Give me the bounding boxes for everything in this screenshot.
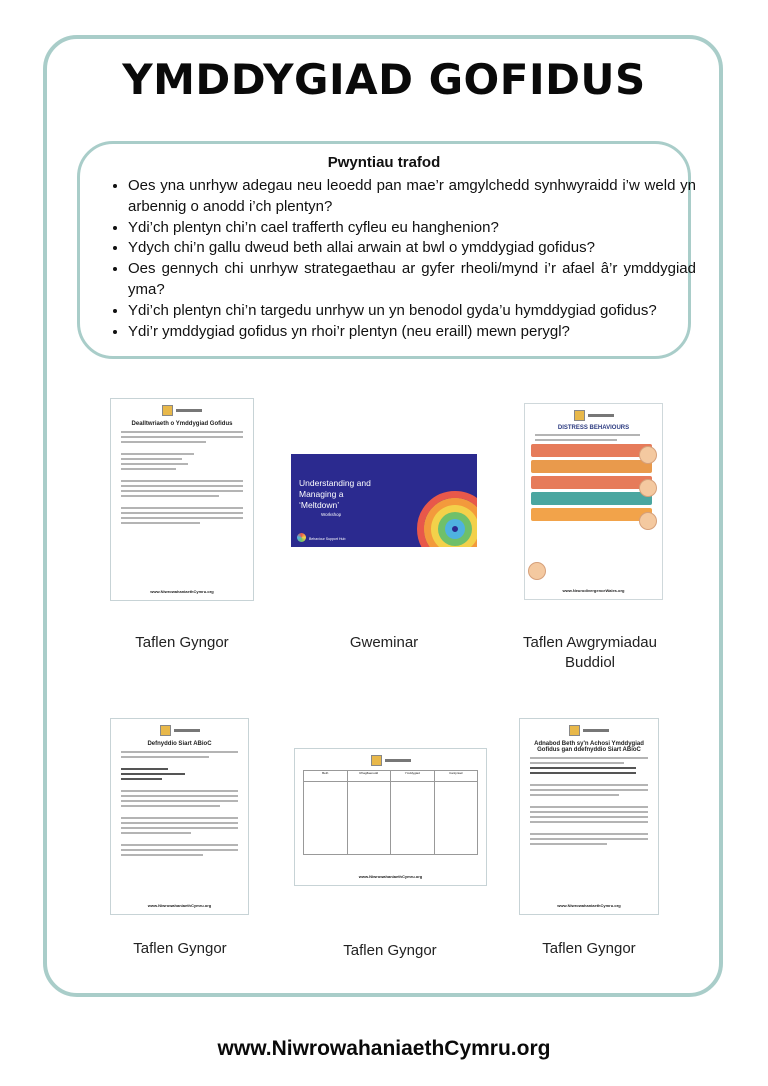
thumbnail-text: [111, 431, 253, 524]
tip-band: [531, 476, 652, 489]
thumbnail-footer: www.NiwrowahaniaethCymru.org: [150, 589, 214, 594]
resource-caption: Taflen Gyngor: [135, 634, 229, 651]
thumbnail-footer: www.NiwrowahaniaethCymru.org: [358, 874, 423, 879]
thumbnail-title: Dealltwriaeth o Ymddygiad Gofidus: [131, 421, 233, 427]
thumbnail-text: [520, 757, 658, 845]
resource-caption: Taflen Awgrymiadau Buddiol: [523, 634, 657, 671]
chart-table-header: [303, 770, 478, 782]
thumbnail-title: Defnyddio Siart ABioC: [147, 741, 212, 747]
logo: [520, 725, 658, 736]
discussion-point: • Ydi’r ymddygiad gofidus yn rhoi’r plentyn (neu eraill) mewn perygl?: [128, 322, 696, 343]
discussion-heading: Pwyntiau trafod: [327, 154, 441, 171]
thumbnail-footer: www.NiwrowahaniaethCymru.org: [147, 903, 212, 908]
resource-thumbnail-webinar[interactable]: [291, 454, 477, 547]
discussion-point: • Oes gennych chi unrhyw strategaethau ar gyfer rheoli/mynd i’r afael â’r ymddygiad yma?: [128, 259, 696, 301]
resource-caption: Taflen Gyngor: [133, 940, 227, 957]
webinar-logo-icon: [297, 533, 306, 542]
tip-band: [531, 460, 652, 473]
thumbnail-footer: www.NiwrowahaniaethCymru.org: [557, 903, 621, 908]
webinar-subtitle: Workshop: [321, 512, 342, 517]
logo: [111, 405, 253, 416]
tip-band: [531, 444, 652, 457]
chart-table-body: [303, 782, 478, 855]
table-header-cell: Rhagflaenodd: [348, 771, 392, 781]
thumbnail-text: [111, 751, 248, 856]
resource-thumbnail-advice-sheet[interactable]: [519, 718, 659, 915]
footer-website-link[interactable]: www.NiwrowahaniaethCymru.org: [217, 1037, 551, 1060]
discussion-points: [108, 176, 696, 342]
illustration-icon: [528, 562, 546, 580]
resource-caption: Taflen Gyngor: [542, 940, 636, 957]
discussion-point: • Ydi’ch plentyn chi’n targedu unrhyw un yn benodol gyda’u hymddygiad gofidus?: [128, 301, 696, 322]
logo: [525, 410, 662, 421]
resource-thumbnail-advice-sheet[interactable]: [110, 718, 249, 915]
rainbow-graphic: [417, 491, 477, 547]
resource-thumbnail-tips[interactable]: [524, 403, 663, 600]
webinar-title: Understanding and Managing a ‘Meltdown’: [299, 478, 371, 510]
thumbnail-title: DISTRESS BEHAVIOURS: [557, 425, 630, 431]
logo: [111, 725, 248, 736]
thumbnail-footer: www.NeurodivergenceWales.org: [562, 588, 625, 593]
resource-thumbnail-abc-chart[interactable]: [294, 748, 487, 886]
webinar-logo-text: Behaviour Support Hub: [309, 537, 346, 541]
table-header-cell: Canlyniad: [449, 771, 463, 775]
discussion-point: • Ydi’ch plentyn chi’n cael trafferth cyfleu eu hanghenion?: [128, 218, 696, 239]
illustration-icon: [639, 446, 657, 464]
discussion-point: • Ydych chi’n gallu dweud beth allai arwain at bwl o ymddygiad gofidus?: [128, 238, 696, 259]
illustration-icon: [639, 512, 657, 530]
illustration-icon: [639, 479, 657, 497]
thumbnail-title: Adnabod Beth sy'n Achosi Ymddygiad Gofidus gan ddefnyddio Siart ABioC: [534, 741, 644, 753]
resource-thumbnail-advice-sheet[interactable]: [110, 398, 254, 601]
resource-caption: Gweminar: [349, 634, 419, 651]
table-header-cell: Ymddygiad: [391, 771, 435, 781]
tip-band: [531, 508, 652, 521]
page-title: YMDDYGIAD GOFIDUS: [122, 55, 646, 104]
tip-band: [531, 492, 652, 505]
resource-caption: Taflen Gyngor: [343, 942, 437, 959]
discussion-point: • Oes yna unrhyw adegau neu leoedd pan mae’r amgylchedd synhwyraidd i’w weld yn arbennig o anodd i’ch plentyn?: [128, 176, 696, 218]
table-header-cell: Beth: [304, 771, 348, 781]
logo: [295, 755, 486, 766]
